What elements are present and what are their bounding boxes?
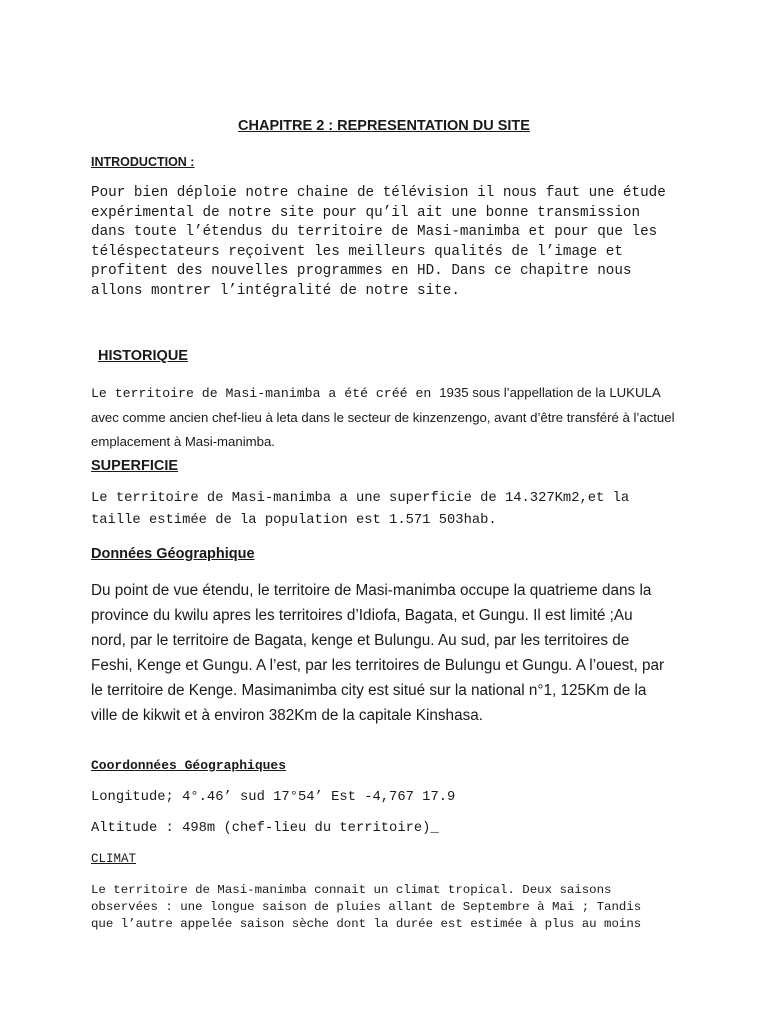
donnees-paragraph: Du point de vue étendu, le territoire de Masi-manimba occupe la quatrieme dans la province du kwilu apres les territoires d’Idiofa, Bagata, et Gungu. Il est limité ;Au nord, par le territoire de Bagata, kenge et Bulungu. Au sud, par les territoires de Feshi, Kenge et Gungu. A l’est, par les territoires de Bulungu et Gungu. A l’ouest, par le territoire de Kenge. Masimanimba city est situé sur la national n°1, 125Km de la ville de kikwit et à environ 382Km de la capitale Kinshasa. bbox=[91, 582, 665, 724]
historique-paragraph bbox=[91, 381, 681, 454]
longitude-line: Longitude; 4°.46’ sud 17°54’ Est -4,767 17.9 bbox=[91, 790, 456, 805]
donnees-heading: Données Géographique bbox=[91, 546, 255, 562]
coordonnees-heading: Coordonnées Géographiques bbox=[91, 758, 287, 773]
introduction-heading: INTRODUCTION : bbox=[91, 155, 195, 169]
altitude-line: Altitude : 498m (chef-lieu du territoire)_ bbox=[91, 821, 439, 836]
superficie-paragraph: Le territoire de Masi-manimba a une superficie de 14.327Km2,et la taille estimée de la population est 1.571 503hab. bbox=[91, 491, 630, 528]
climat-heading: CLIMAT bbox=[91, 852, 137, 866]
superficie-heading: SUPERFICIE bbox=[91, 458, 179, 474]
historique-text-sans: 1935 sous l’appellation de la LUKULA avec comme ancien chef-lieu à leta dans le secteur de kinzenzengo, avant d’être transféré à l’actuel emplacement à Masi-manimba. bbox=[91, 385, 675, 449]
climat-paragraph: Le territoire de Masi-manimba connait un climat tropical. Deux saisons observées : une longue saison de pluies allant de Septembre à Mai ; Tandis que l’autre appelée saison sèche dont la durée est estimée à plus au moins bbox=[91, 883, 642, 931]
chapter-title: CHAPITRE 2 : REPRESENTATION DU SITE bbox=[238, 118, 530, 134]
historique-text-mono: Le territoire de Masi-manimba a été créé en bbox=[91, 386, 440, 401]
introduction-paragraph: Pour bien déploie notre chaine de télévision il nous faut une étude expérimental de notre site pour qu’il ait une bonne transmission dans toute l’étendus du territoire de Masi-manimba et pour que les téléspectateurs reçoivent les meilleurs qualités de l’image et profitent des nouvelles programmes en HD. Dans ce chapitre nous allons montrer l’intégralité de notre site. bbox=[91, 185, 666, 299]
historique-heading: HISTORIQUE bbox=[98, 348, 188, 364]
